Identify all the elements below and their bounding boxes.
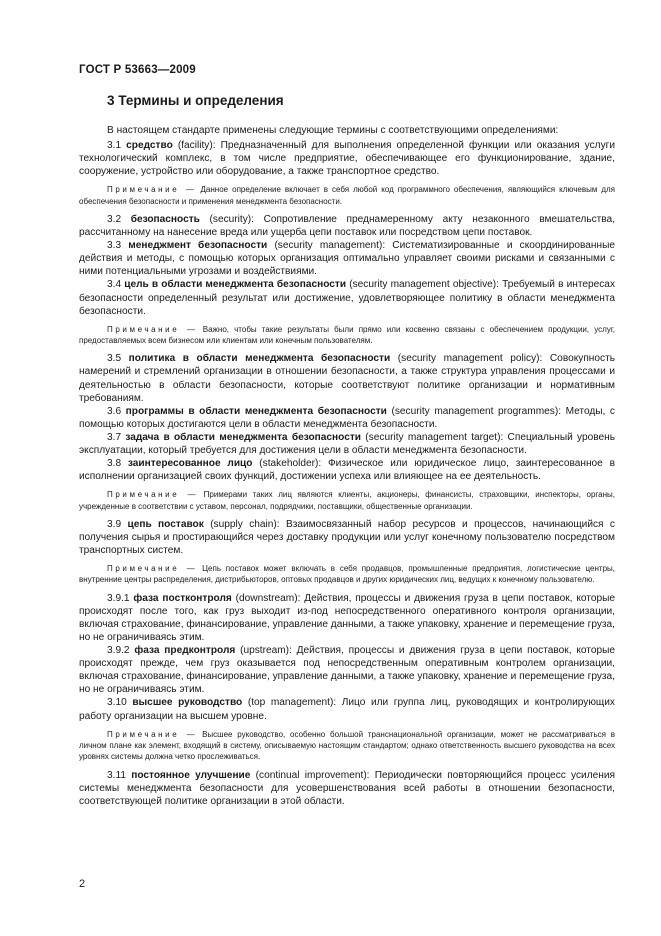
- term-name: заинтересованное лицо: [127, 458, 253, 470]
- term-entry: [79, 405, 615, 431]
- term-entry: [79, 457, 615, 483]
- term-definition: (security management target): Специальный уровень эксплуатации, который требуется для достижения цели в области менеджмента безопасности.: [79, 431, 615, 456]
- term-number: 3.2: [107, 213, 131, 225]
- term-name: постоянное улучшение: [131, 769, 251, 781]
- term-definition: (security management objective): Требуемый в интересах безопасности определенный результат или достижение, удовлетворяющее политику в области менеджмента безопасности.: [79, 279, 616, 317]
- term-name: фаза постконтроля: [133, 592, 232, 604]
- intro-paragraph: В настоящем стандарте применены следующие термины с соответствующими определениями:: [107, 125, 559, 136]
- term-entry: [79, 139, 615, 178]
- term-number: 3.9.2: [107, 645, 135, 657]
- term-name: цепь поставок: [127, 518, 204, 530]
- term-entry: [79, 644, 615, 696]
- term-note: [79, 563, 615, 586]
- term-number: 3.5: [107, 353, 129, 365]
- term-entry: [79, 352, 615, 404]
- term-note: [79, 324, 615, 347]
- note-label: Примечание —: [107, 564, 198, 574]
- term-name: цель в области менеджмента безопасности: [124, 279, 347, 291]
- document-body: [79, 124, 615, 808]
- term-entry: [79, 592, 615, 644]
- note-text: Примерами таких лиц являются клиенты, акционеры, финансисты, страховщики, инспекторы, органы, учрежденные в соответствии с уставом, персонал, подрядчики, поставщики, общественные организации.: [79, 490, 616, 511]
- note-text: Данное определение включает в себя любой код программного обеспечения, являющийся ключевым для обеспечения безопасности и применения менеджмента безопасности.: [79, 185, 615, 206]
- note-text: Цепь поставок может включать в себя продавцов, промышленные предприятия, логистические центры, внутренние центры распределения, дистрибьюторов, оптовых продавцов и других юридических лиц, ведущих к конечному пользователю.: [79, 564, 615, 585]
- term-number: 3.7: [107, 431, 126, 443]
- term-number: 3.6: [107, 405, 126, 417]
- term-definition: (downstream): Действия, процессы и движения груза в цепи поставок, которые происходят после того, как груз выходит из-под непосредственного оперативного контроля организации, включая страхование, финансирование, управление данными, а также упаковку, хранение и перемещение груза, но не ограничиваясь этим.: [79, 592, 615, 643]
- term-definition: (facility): Предназначенный для выполнения определенной функции или оказания услуги технологический комплекс, в том числе предприятие, обеспечивающее его функционирование, здание, сооружение, устройство или оборудование, а также транспортное средство.: [79, 140, 615, 178]
- term-name: задача в области менеджмента безопасности: [125, 431, 362, 443]
- term-definition: (security): Сопротивление преднамеренному акту незаконного вмешательства, рассчитанному на нанесение вреда или ущерба цепи поставок или посредством цепи поставок.: [79, 213, 616, 239]
- term-number: 3.4: [107, 279, 125, 291]
- term-number: 3.1: [107, 140, 127, 152]
- term-name: высшее руководство: [132, 697, 243, 709]
- term-entry: [79, 769, 615, 808]
- document-header: ГОСТ Р 53663—2009: [79, 64, 196, 76]
- term-definition: (continual improvement): Периодически повторяющийся процесс усиления системы менеджмента безопасности для усовершенствования всей работы в отношении безопасности, соответствующей политике организации в этой области.: [79, 769, 615, 807]
- term-name: политика в области менеджмента безопасности: [128, 353, 391, 365]
- term-entry: [79, 696, 615, 722]
- terms-list: [79, 139, 615, 808]
- term-definition: (upstream): Действия, процессы и движения груза в цепи поставок, которые происходят прежде, чем груз оказывается под непосредственным оперативным контролем организации, включая страхование, финансирование, управление данными, а также упаковку, хранение и перемещение груза, но не ограничиваясь этим.: [79, 645, 615, 696]
- term-name: фаза предконтроля: [134, 645, 236, 657]
- note-label: Примечание —: [107, 324, 198, 334]
- term-definition: (top management): Лицо или группа лиц, руководящих и контролирующих работу организации на высшем уровне.: [79, 697, 615, 722]
- note-label: Примечание —: [107, 185, 197, 195]
- term-definition: (security management): Систематизированные и скоординированные действия и методы, с помощью которых организация оптимально управляет своими рисками и связанными с ними потенциальными угрозами и воздействиями.: [79, 240, 615, 278]
- term-definition: (security management programmes): Методы, с помощью которых достигаются цели в области менеджмента безопасности.: [79, 405, 615, 430]
- section-title: 3 Термины и определения: [107, 93, 284, 108]
- term-definition: (supply chain): Взаимосвязанный набор ресурсов и процессов, начинающийся с получения сырья и простирающийся через доставку продукции или услуг конечному пользователю посредством транспортных систем.: [79, 518, 615, 557]
- term-entry: [79, 213, 615, 239]
- page-number: 2: [79, 878, 86, 890]
- note-label: Примечание —: [107, 729, 198, 739]
- term-name: менеджмент безопасности: [128, 240, 268, 252]
- term-note: [79, 489, 615, 512]
- term-name: программы в области менеджмента безопасности: [125, 405, 387, 417]
- note-text: Важно, чтобы такие результаты были прямо или косвенно связаны с обеспечением продукции, услуг, предоставляемых всем бизнесом или клиентам или конечным пользователям.: [79, 324, 615, 346]
- term-number: 3.8: [107, 458, 128, 470]
- term-entry: [79, 278, 615, 317]
- term-definition: (stakeholder): Физическое или юридическое лицо, заинтересованное в исполнении организацией своих функций, достижении успеха или влияющее на ее деятельность.: [79, 458, 615, 483]
- term-entry: [79, 239, 615, 278]
- term-name: средство: [126, 140, 173, 152]
- term-number: 3.9.1: [107, 592, 134, 604]
- term-entry: [79, 431, 615, 457]
- term-name: безопасность: [130, 213, 200, 225]
- term-number: 3.11: [107, 769, 132, 781]
- term-number: 3.9: [107, 518, 128, 530]
- note-label: Примечание —: [107, 490, 199, 500]
- term-number: 3.3: [107, 240, 129, 252]
- term-number: 3.10: [107, 697, 133, 709]
- term-definition: (security management policy): Совокупность намерений и стремлений организации в отношении безопасности, а также структура управления процессами и деятельностью в области безопасности, которые соответствуют политике организации и нормативным требованиям.: [79, 353, 615, 404]
- term-entry: [79, 518, 615, 557]
- term-note: [79, 729, 615, 763]
- note-text: Высшее руководство, особенно большой транснациональной организации, может не рассматриваться в личном плане как элемент, входящий в систему, описываемую настоящим стандартом; однако ответственность высшего руководства на всех уровнях системы должна четко прослеживаться.: [79, 729, 615, 762]
- term-note: [79, 184, 615, 207]
